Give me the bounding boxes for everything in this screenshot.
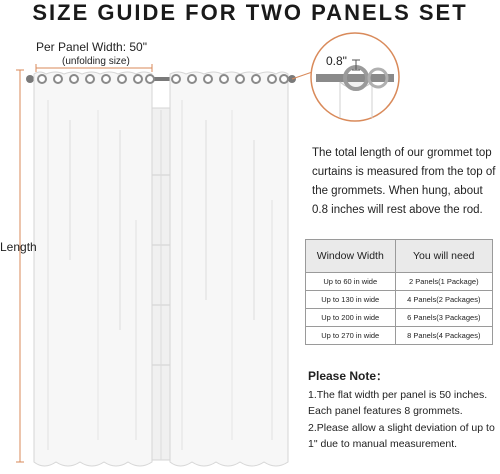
table-header-row [306, 240, 493, 273]
unfolding-size-label: (unfolding size) [62, 56, 130, 67]
table-row [306, 273, 493, 291]
table-cell: Up to 200 in wide [306, 309, 396, 327]
grommet-description: The total length of our grommet top curtains is measured from the top of the grommets. When hung, about 0.8 inches will rest above the rod. [312, 147, 496, 216]
table-header-you-will-need: You will need [395, 240, 493, 273]
length-dimension [16, 70, 24, 462]
table-cell: Up to 130 in wide [306, 291, 396, 309]
table-row [306, 309, 493, 327]
table-row [306, 327, 493, 345]
note-item: 1.The flat width per panel is 50 inches. Each panel features 8 grommets. [308, 389, 488, 417]
table-cell: 6 Panels(3 Packages) [395, 309, 493, 327]
left-curtain-panel [34, 72, 152, 466]
rod-gap-label: 0.8" [326, 54, 347, 68]
table-header-window-width: Window Width [306, 240, 396, 273]
size-table [305, 239, 493, 345]
note-title: Please Note： [308, 369, 389, 383]
table-cell: 8 Panels(4 Packages) [395, 327, 493, 345]
grommet-detail-zoom [311, 33, 399, 121]
table-cell: 2 Panels(1 Package) [395, 273, 493, 291]
note-item: 2.Please allow a slight deviation of up to 1" due to manual measurement. [308, 422, 495, 450]
page-title: SIZE GUIDE FOR TWO PANELS SET [32, 0, 468, 25]
panel-width-label: Per Panel Width: 50" [36, 40, 147, 54]
right-curtain-panel [170, 72, 288, 466]
length-label: Length [0, 240, 37, 254]
table-cell: 4 Panels(2 Packages) [395, 291, 493, 309]
table-cell: Up to 270 in wide [306, 327, 396, 345]
table-cell: Up to 60 in wide [306, 273, 396, 291]
table-row [306, 291, 493, 309]
